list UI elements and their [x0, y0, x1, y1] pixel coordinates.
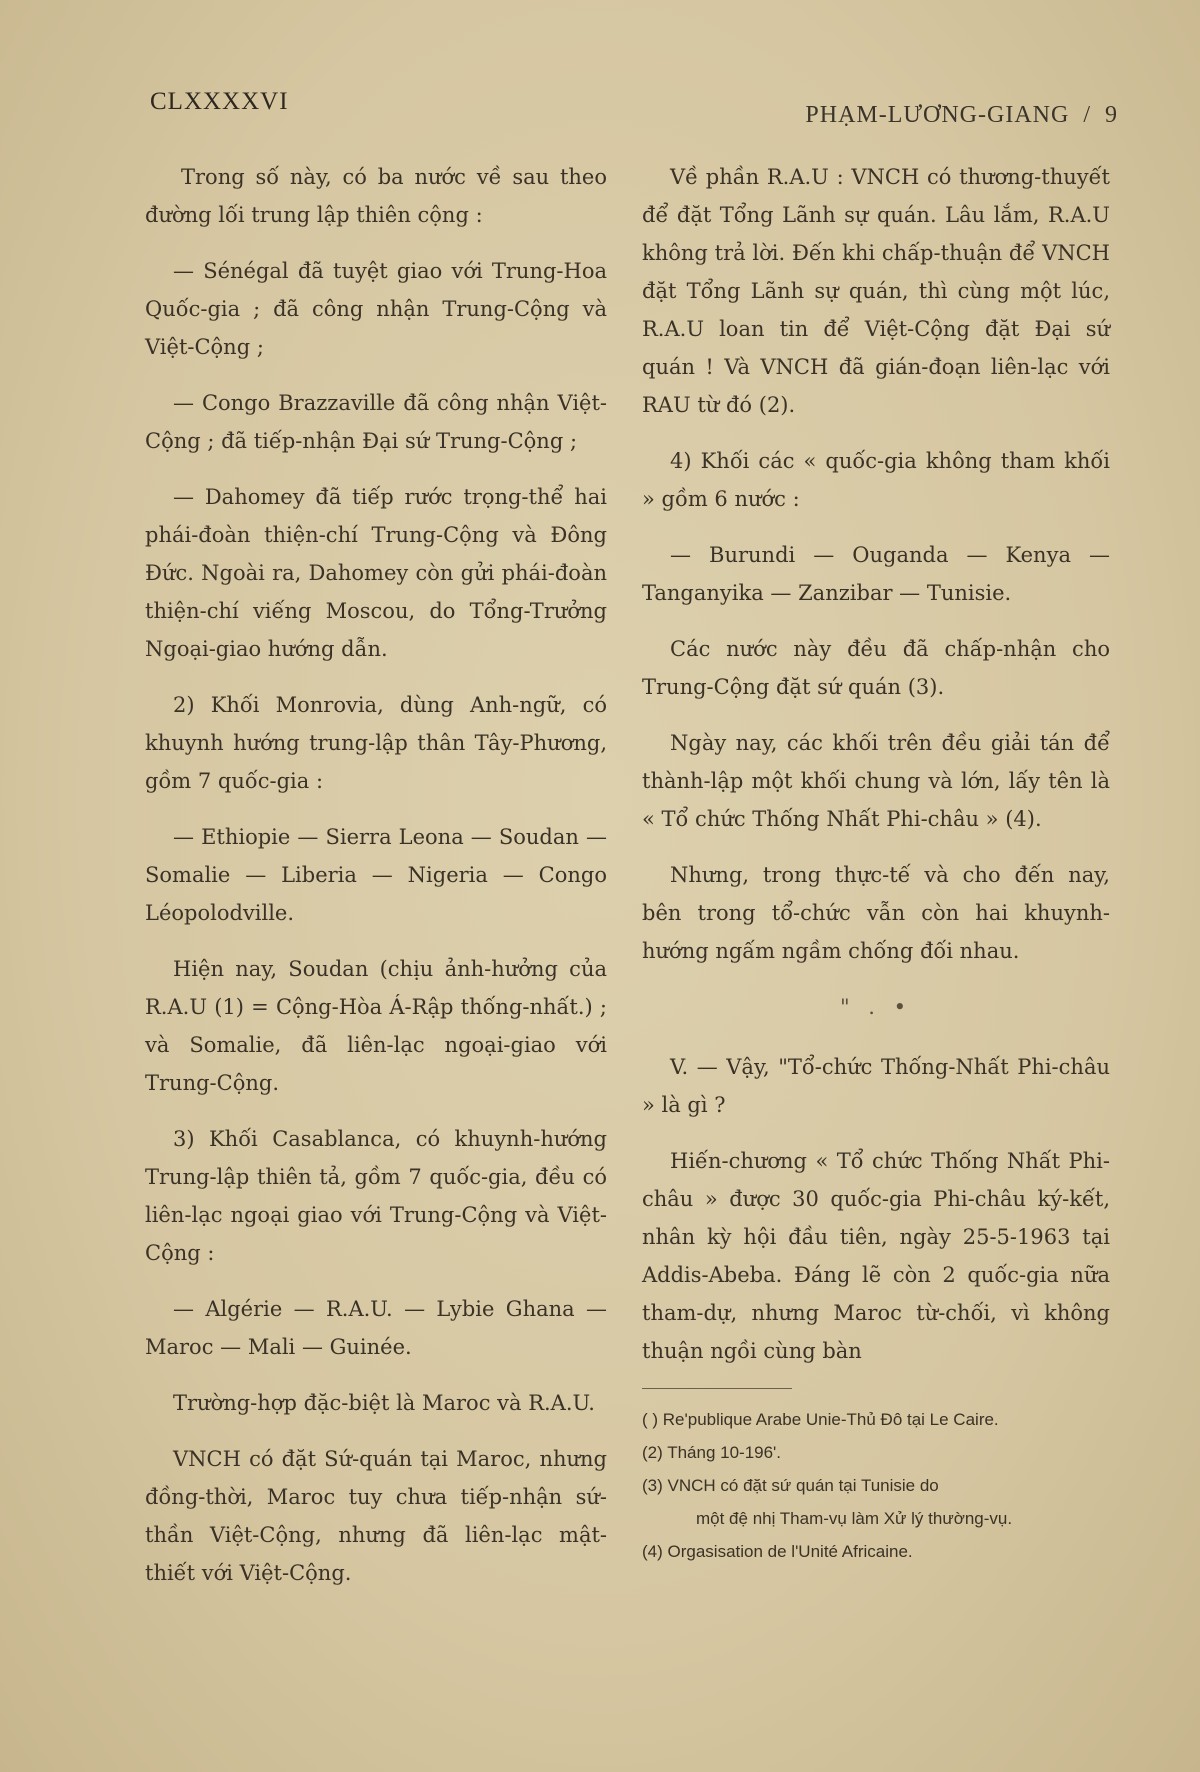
paragraph: Hiện nay, Soudan (chịu ảnh-hưởng của R.A.U (1) = Cộng-Hòa Á-Rập thống-nhất.) ; và Somalie, đã liên-lạc ngoại-giao với Trung-Cộng.: [145, 957, 607, 1095]
right-column: [642, 158, 1110, 1568]
paragraph: Hiến-chương « Tổ chức Thống Nhất Phi-châu » được 30 quốc-gia Phi-châu ký-kết, nhân kỳ hội đầu tiên, ngày 25-5-1963 tại Addis-Abeba. Đáng lẽ còn 2 quốc-gia nữa tham-dự, nhưng Maroc từ-chối, vì không thuận ngồi cùng bàn: [642, 1149, 1110, 1363]
footnote: (2) Tháng 10-196'.: [642, 1443, 782, 1462]
footnote-divider: [642, 1388, 792, 1389]
left-column: [145, 158, 607, 1610]
author-name: PHẠM-LƯƠNG-GIANG: [805, 102, 1070, 128]
paragraph: — Ethiopie — Sierra Leona — Soudan — Somalie — Liberia — Nigeria — Congo Léopolodville.: [145, 825, 607, 925]
paragraph: — Algérie — R.A.U. — Lybie Ghana — Maroc — Mali — Guinée.: [145, 1297, 607, 1359]
paragraph: 3) Khối Casablanca, có khuynh-hướng Trung-lập thiên tả, gồm 7 quốc-gia, đều có liên-lạc ngoại giao với Trung-Cộng và Việt-Cộng :: [145, 1127, 607, 1265]
paragraph: Về phần R.A.U : VNCH có thương-thuyết để đặt Tổng Lãnh sự quán. Lâu lắm, R.A.U không trả lời. Đến khi chấp-thuận để VNCH đặt Tổng Lãnh sự quán, thì cùng một lúc, R.A.U loan tin để Việt-Cộng đặt Đại sứ quán ! Và VNCH đã gián-đoạn liên-lạc với RAU từ đó (2).: [642, 165, 1110, 417]
footnote: (3) VNCH có đặt sứ quán tại Tunisie do: [642, 1476, 939, 1495]
paragraph: Trong số này, có ba nước về sau theo đường lối trung lập thiên cộng :: [145, 165, 607, 227]
paragraph: — Dahomey đã tiếp rước trọng-thể hai phái-đoàn thiện-chí Trung-Cộng và Đông Đức. Ngoài ra, Dahomey còn gửi phái-đoàn thiện-chí viếng Moscou, do Tổng-Trưởng Ngoại-giao hướng dẫn.: [145, 485, 607, 661]
footnotes: [642, 1403, 1110, 1568]
paragraph: Trường-hợp đặc-biệt là Maroc và R.A.U.: [173, 1391, 595, 1415]
paragraph: 4) Khối các « quốc-gia không tham khối » gồm 6 nước :: [642, 449, 1110, 511]
header-separator: /: [1083, 102, 1091, 128]
footnote: ( ) Re'publique Arabe Unie-Thủ Đô tại Le Caire.: [642, 1410, 999, 1429]
paragraph: — Congo Brazzaville đã công nhận Việt-Cộng ; đã tiếp-nhận Đại sứ Trung-Cộng ;: [145, 391, 607, 453]
paragraph: Nhưng, trong thực-tế và cho đến nay, bên trong tổ-chức vẫn còn hai khuynh-hướng ngấm ngầm chống đối nhau.: [642, 863, 1110, 963]
footnote-continuation: một đệ nhị Tham-vụ làm Xử lý thường-vụ.: [696, 1509, 1013, 1528]
page-roman-numeral: CLXXXXVI: [150, 88, 289, 115]
section-break-dots: " . •: [839, 995, 913, 1019]
footnote: (4) Orgasisation de l'Unité Africaine.: [642, 1542, 913, 1561]
paragraph: VNCH có đặt Sứ-quán tại Maroc, nhưng đồng-thời, Maroc tuy chưa tiếp-nhận sứ-thần Việt-Cộng, nhưng đã liên-lạc mật-thiết với Việt-Cộng.: [145, 1447, 607, 1585]
paragraph: 2) Khối Monrovia, dùng Anh-ngữ, có khuynh hướng trung-lập thân Tây-Phương, gồm 7 quốc-gia :: [145, 693, 607, 793]
running-header: [805, 102, 1118, 129]
paragraph: — Burundi — Ouganda — Kenya — Tanganyika — Zanzibar — Tunisie.: [642, 543, 1110, 605]
paragraph: Ngày nay, các khối trên đều giải tán để thành-lập một khối chung và lớn, lấy tên là « Tổ chức Thống Nhất Phi-châu » (4).: [642, 731, 1110, 831]
paragraph: Các nước này đều đã chấp-nhận cho Trung-Cộng đặt sứ quán (3).: [642, 637, 1110, 699]
page-number: 9: [1105, 102, 1118, 128]
section-heading: V. — Vậy, "Tổ-chức Thống-Nhất Phi-châu » là gì ?: [642, 1055, 1110, 1117]
paragraph: — Sénégal đã tuyệt giao với Trung-Hoa Quốc-gia ; đã công nhận Trung-Cộng và Việt-Cộng ;: [145, 259, 607, 359]
